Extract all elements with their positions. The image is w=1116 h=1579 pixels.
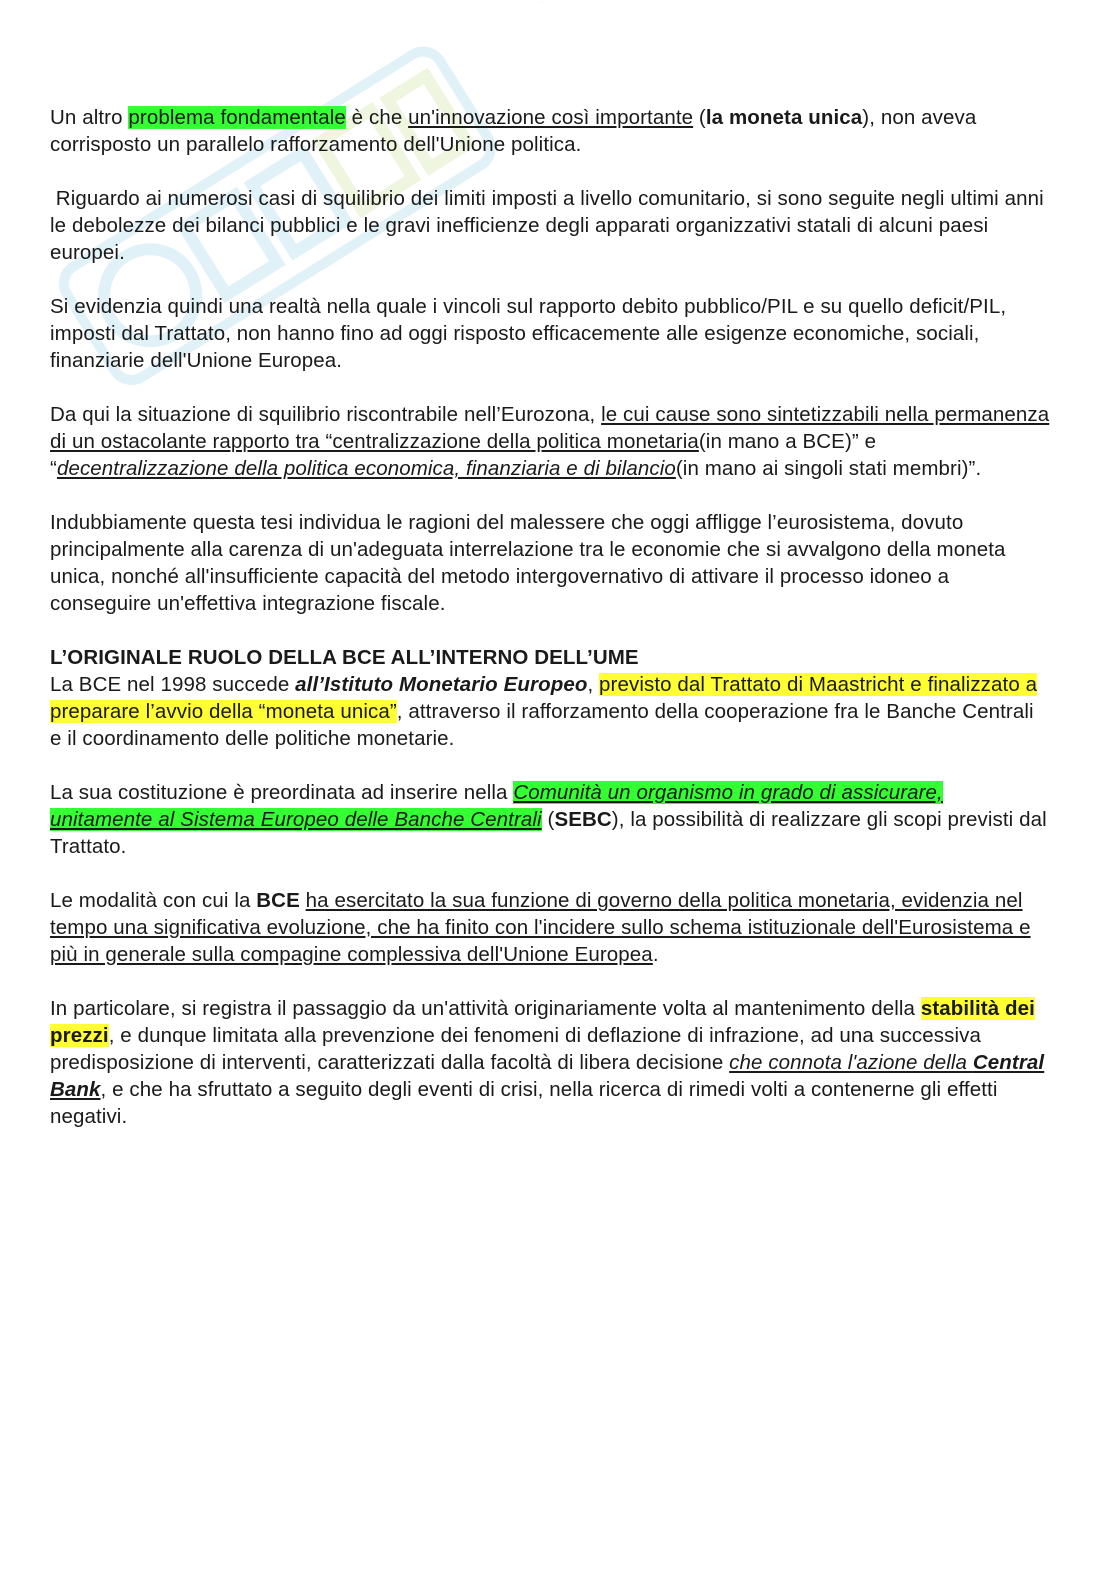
text-span: ), la possibilità di realizzare gli scopi previsti dal Trattato. (50, 808, 1047, 858)
text-span: Indubbiamente questa tesi individua le ragioni del malessere che oggi affligge l’eurosistema, dovuto principalmente alla carenza di un'adeguata interrelazione tra le economie che si avvalgono della moneta unica, nonché all'insufficiente capacità del metodo intergovernativo di attivare il processo idoneo a conseguire un'effettiva integrazione fiscale. (50, 511, 1006, 615)
paragraph-1 (50, 104, 1050, 158)
document-body (50, 104, 1050, 1157)
paragraph-5 (50, 509, 1050, 617)
paragraph-4 (50, 401, 1050, 482)
bold-sebc: SEBC (554, 808, 612, 831)
paragraph-9 (50, 995, 1050, 1130)
text-span: La BCE nel 1998 succede (50, 673, 296, 696)
bold-italic-istituto: all’Istituto Monetario Europeo (295, 673, 588, 696)
underline-cause: le cui cause sono sintetizzabili nella permanenza di un ostacolante rapporto tra “centralizzazione della politica monetaria (50, 403, 1050, 453)
bold-bce: BCE (256, 889, 300, 912)
section-heading: L’ORIGINALE RUOLO DELLA BCE ALL’INTERNO DELL’UME (50, 646, 639, 669)
text-span: ( (541, 808, 555, 831)
text-span: , e dunque limitata alla prevenzione dei fenomeni di deflazione di infrazione, ad una successiva predisposizione di interventi, caratterizzati dalla facoltà di libera decisione (50, 1024, 981, 1074)
text-span: In particolare, si registra il passaggio da un'attività originariamente volta al mantenimento della (50, 997, 921, 1020)
paragraph-6 (50, 671, 1050, 752)
underline-connota: che connota l'azione della (729, 1051, 973, 1074)
text-span: è che (345, 106, 409, 129)
highlight-stabilita: stabilità dei prezzi (50, 997, 1035, 1047)
underline-funzione: ha esercitato la sua funzione di governo della politica monetaria, evidenzia nel tempo una significativa evoluzione, che ha finito con l'incidere sullo schema istituzionale dell'Eurosistema e più in generale sulla compagine complessiva dell'Unione Europea (50, 889, 1031, 966)
underline-decentralizzazione: decentralizzazione della politica economica, finanziaria e di bilancio (56, 457, 676, 480)
paragraph-8 (50, 887, 1050, 968)
text-span: Si evidenzia quindi una realtà nella quale i vincoli sul rapporto debito pubblico/PIL e su quello deficit/PIL, imposti dal Trattato, non hanno fino ad oggi risposto efficacemente alle esigenze economiche, sociali, finanziarie dell'Unione Europea. (50, 295, 1007, 372)
text-span: , (587, 673, 600, 696)
top-mark: ... (540, 0, 543, 4)
text-span: . (652, 943, 659, 966)
highlight-problema: problema fondamentale (128, 106, 346, 129)
text-span: Le modalità con cui la (50, 889, 257, 912)
underline-innovazione: un'innovazione così importante (408, 106, 694, 129)
text-span: Riguardo ai numerosi casi di squilibrio dei limiti imposti a livello comunitario, si sono seguite negli ultimi anni le debolezze dei bilanci pubblici e le gravi inefficienze degli apparati organizzativi statali di alcuni paesi europei. (50, 187, 1044, 264)
bold-moneta-unica: la moneta unica (705, 106, 863, 129)
highlight-maastricht: previsto dal Trattato di Maastricht e finalizzato a preparare l’avvio della “moneta unica” (50, 673, 1038, 723)
text-span: ), non aveva corrisposto un parallelo rafforzamento dell'Unione politica. (50, 106, 977, 156)
highlight-comunita: Comunità un organismo in grado di assicurare, unitamente al Sistema Europeo delle Banche Centrali (50, 781, 943, 831)
paragraph-7 (50, 779, 1050, 860)
text-span: Da qui la situazione di squilibrio riscontrabile nell’Eurozona, (50, 403, 602, 426)
text-span: (in mano a BCE)” e “ (50, 430, 877, 480)
text-span: La sua costituzione è preordinata ad inserire nella (50, 781, 514, 804)
paragraph-3 (50, 293, 1050, 374)
text-span: ( (693, 106, 706, 129)
text-span: , e che ha sfruttato a seguito degli eventi di crisi, nella ricerca di rimedi volti a contenerne gli effetti negativi. (50, 1078, 998, 1128)
text-span: (in mano ai singoli stati membri)”. (675, 457, 982, 480)
underline-central-bank: Central Bank (50, 1051, 1045, 1101)
text-span: Un altro (50, 106, 129, 129)
text-span: , attraverso il rafforzamento della cooperazione fra le Banche Centrali e il coordinamento delle politiche monetarie. (50, 700, 1034, 750)
paragraph-2 (50, 185, 1050, 266)
